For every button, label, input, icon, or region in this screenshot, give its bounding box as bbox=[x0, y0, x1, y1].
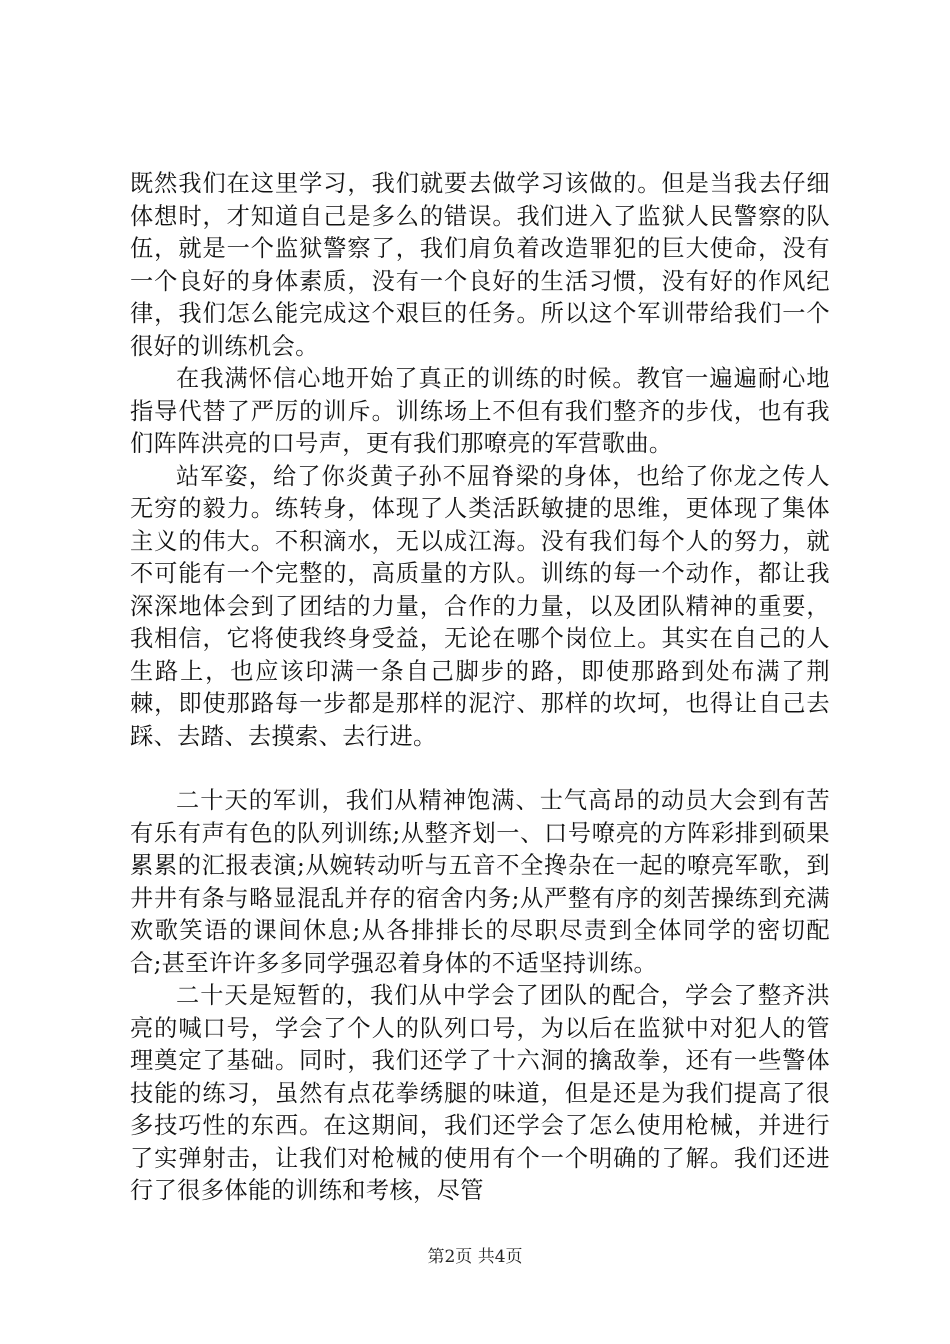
paragraph-3: 站军姿，给了你炎黄子孙不屈脊梁的身体，也给了你龙之传人无穷的毅力。练转身，体现了人类活跃敏捷的思维，更体现了集体主义的伟大。不积滴水，无以成江海。没有我们每个人的努力，就不可能有一个完整的，高质量的方队。训练的每一个动作，都让我深深地体会到了团结的力量，合作的力量，以及团队精神的重要，我相信，它将使我终身受益，无论在哪个岗位上。其实在自己的人生路上，也应该印满一条自己脚步的路，即使那路到处布满了荆棘，即使那路每一步都是那样的泥泞、那样的坎坷，也得让自己去踩、去踏、去摸索、去行进。 bbox=[130, 462, 830, 750]
paragraph-2: 在我满怀信心地开始了真正的训练的时候。教官一遍遍耐心地指导代替了严厉的训斥。训练场上不但有我们整齐的步伐，也有我们阵阵洪亮的口号声，更有我们那嘹亮的军营歌曲。 bbox=[130, 365, 830, 457]
document-body bbox=[130, 168, 830, 1208]
paragraph-spacer bbox=[130, 753, 830, 785]
page-number-footer: 第2页 共4页 bbox=[427, 1247, 523, 1267]
paragraph-4: 二十天的军训，我们从精神饱满、士气高昂的动员大会到有苦有乐有声有色的队列训练;从整齐划一、口号嘹亮的方阵彩排到硕果累累的汇报表演;从婉转动听与五音不全搀杂在一起的嘹亮军歌，到井井有条与略显混乱并存的宿舍内务;从严整有序的刻苦操练到充满欢歌笑语的课间休息;从各排排长的尽职尽责到全体同学的密切配合;甚至许许多多同学强忍着身体的不适坚持训练。 bbox=[130, 787, 830, 977]
paragraph-1: 既然我们在这里学习，我们就要去做学习该做的。但是当我去仔细体想时，才知道自己是多么的错误。我们进入了监狱人民警察的队伍，就是一个监狱警察了，我们肩负着改造罪犯的巨大使命，没有一个良好的身体素质，没有一个良好的生活习惯，没有好的作风纪律，我们怎么能完成这个艰巨的任务。所以这个军训带给我们一个很好的训练机会。 bbox=[130, 170, 830, 360]
paragraph-5: 二十天是短暂的，我们从中学会了团队的配合，学会了整齐洪亮的喊口号，学会了个人的队列口号，为以后在监狱中对犯人的管理奠定了基础。同时，我们还学了十六洞的擒敌拳，还有一些警体技能的练习，虽然有点花拳绣腿的味道，但是还是为我们提高了很多技巧性的东西。在这期间，我们还学会了怎么使用枪械，并进行了实弹射击，让我们对枪械的使用有个一个明确的了解。我们还进行了很多体能的训练和考核，尽管 bbox=[130, 982, 830, 1204]
